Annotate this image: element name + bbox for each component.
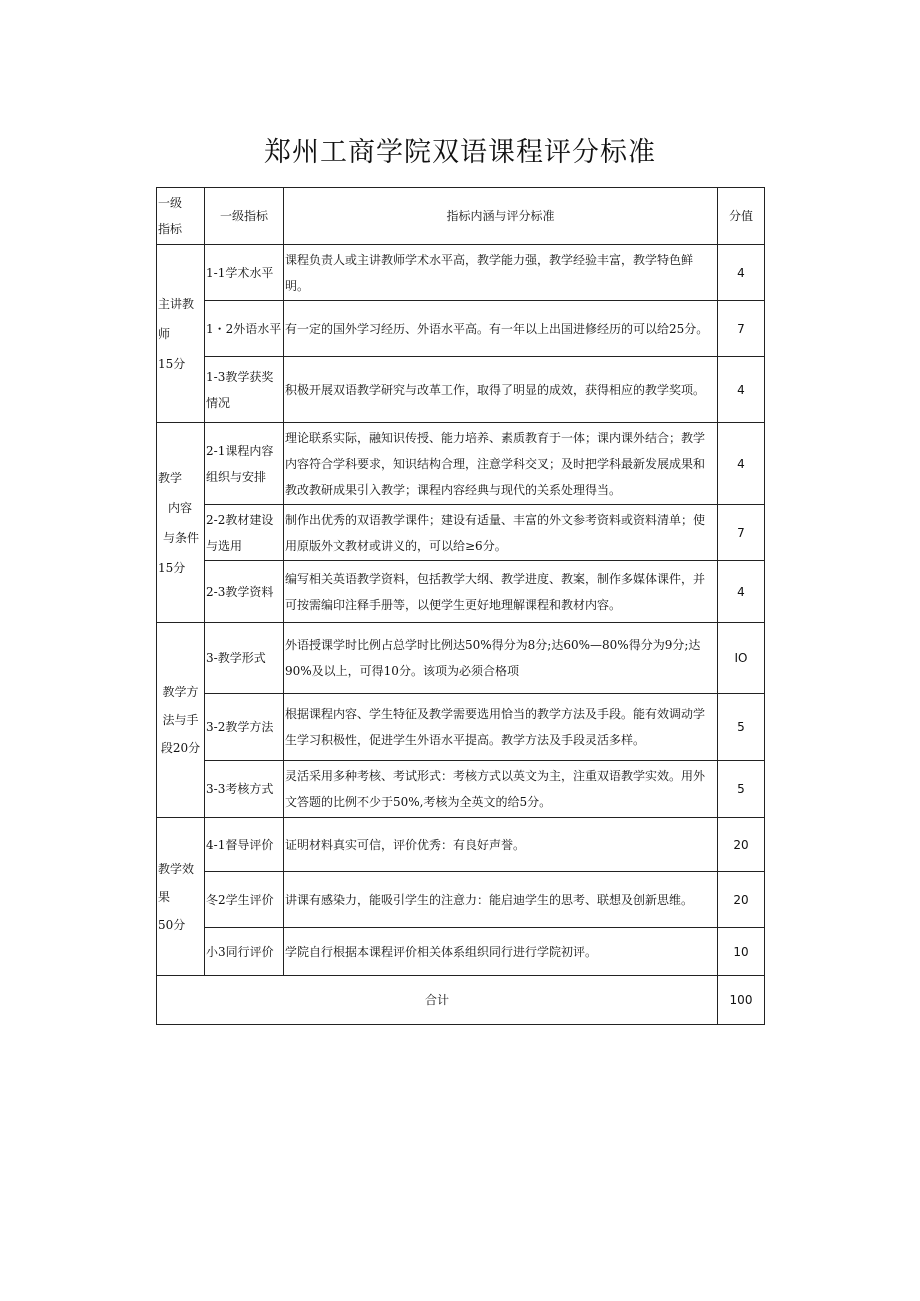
indicator-cell: 2-2教材建设与选用: [205, 505, 284, 561]
group-1-line-2: 师: [158, 326, 171, 341]
criteria-cell: 外语授课学时比例占总学时比例达50%得分为8分;达60%—80%得分为9分;达90%及以上，可得10分。该项为必须合格项: [284, 623, 718, 694]
table-row: [157, 872, 765, 928]
header-level2: 一级指标: [205, 188, 284, 245]
table-row: [157, 505, 765, 561]
header-row: [157, 188, 765, 245]
table-row: [157, 818, 765, 872]
indicator-cell: 1・2外语水平: [205, 301, 284, 357]
indicator-cell: 1-1学术水平: [205, 245, 284, 301]
criteria-cell: 理论联系实际，融知识传授、能力培养、素质教育于一体；课内课外结合；教学内容符合学科要求，知识结构合理，注意学科交叉；及时把学科最新发展成果和教改教研成果引入教学；课程内容经典与现代的关系处理得当。: [284, 423, 718, 505]
group-1-line-3: 15分: [158, 356, 186, 371]
indicator-cell: 1-3教学获奖情况: [205, 357, 284, 423]
header-criteria: 指标内涵与评分标准: [284, 188, 718, 245]
criteria-cell: 积极开展双语教学研究与改革工作，取得了明显的成效，获得相应的教学奖项。: [284, 357, 718, 423]
score-cell: 4: [718, 561, 765, 623]
group-3-label: [157, 623, 205, 818]
score-cell: 5: [718, 761, 765, 818]
indicator-cell: 冬2学生评价: [205, 872, 284, 928]
table-row: [157, 357, 765, 423]
table-row: [157, 423, 765, 505]
score-cell: 4: [718, 245, 765, 301]
group-4-line-1: 教学效: [158, 861, 195, 876]
table-row: [157, 561, 765, 623]
total-label: 合计: [157, 976, 718, 1025]
score-cell: 7: [718, 505, 765, 561]
total-row: [157, 976, 765, 1025]
table-row: [157, 301, 765, 357]
indicator-cell: 3-2教学方法: [205, 694, 284, 761]
indicator-cell: 3-教学形式: [205, 623, 284, 694]
table-row: [157, 245, 765, 301]
group-3-line-2: 法与手: [162, 713, 199, 727]
group-3-line-1: 教学方: [162, 685, 199, 699]
group-2-label: [157, 423, 205, 623]
table-row: [157, 694, 765, 761]
score-cell: 4: [718, 423, 765, 505]
group-4-line-2: 果: [158, 889, 171, 904]
group-2-line-4: 15分: [158, 560, 186, 575]
table-row: [157, 928, 765, 976]
criteria-cell: 课程负责人或主讲教师学术水平高，教学能力强，教学经验丰富，教学特色鲜明。: [284, 245, 718, 301]
header-level1-line1: 一级: [158, 196, 183, 210]
score-cell: 20: [718, 818, 765, 872]
group-2-line-2: 内容: [168, 500, 193, 515]
criteria-cell: 证明材料真实可信，评价优秀：有良好声誉。: [284, 818, 718, 872]
indicator-cell: 小3同行评价: [205, 928, 284, 976]
score-cell: IO: [718, 623, 765, 694]
group-2-line-3: 与条件: [163, 530, 200, 545]
criteria-cell: 根据课程内容、学生特征及教学需要选用恰当的教学方法及手段。能有效调动学生学习积极性，促进学生外语水平提高。教学方法及手段灵活多样。: [284, 694, 718, 761]
criteria-cell: 灵活采用多种考核、考试形式：考核方式以英文为主，注重双语教学实效。用外文答题的比例不少于50%,考核为全英文的给5分。: [284, 761, 718, 818]
indicator-cell: 3-3考核方式: [205, 761, 284, 818]
total-score: 100: [718, 976, 765, 1025]
header-level1: [157, 188, 205, 245]
group-2-line-1: 教学: [158, 470, 183, 485]
scoring-table: [156, 187, 765, 1025]
score-cell: 10: [718, 928, 765, 976]
group-3-line-3: 段20分: [160, 741, 201, 755]
table-row: [157, 761, 765, 818]
group-1-line-1: 主讲教: [158, 296, 195, 311]
indicator-cell: 4-1督导评价: [205, 818, 284, 872]
table-row: [157, 623, 765, 694]
indicator-cell: 2-1课程内容组织与安排: [205, 423, 284, 505]
header-score: 分值: [718, 188, 765, 245]
criteria-cell: 有一定的国外学习经历、外语水平高。有一年以上出国进修经历的可以给25分。: [284, 301, 718, 357]
group-1-label: [157, 245, 205, 423]
criteria-cell: 讲课有感染力，能吸引学生的注意力：能启迪学生的思考、联想及创新思维。: [284, 872, 718, 928]
group-4-line-3: 50分: [158, 917, 186, 932]
criteria-cell: 学院自行根据本课程评价相关体系组织同行进行学院初评。: [284, 928, 718, 976]
score-cell: 20: [718, 872, 765, 928]
score-cell: 5: [718, 694, 765, 761]
score-cell: 7: [718, 301, 765, 357]
group-4-label: [157, 818, 205, 976]
indicator-cell: 2-3教学资料: [205, 561, 284, 623]
header-level1-line2: 指标: [158, 222, 183, 236]
score-cell: 4: [718, 357, 765, 423]
page-title: 郑州工商学院双语课程评分标准: [264, 137, 656, 168]
criteria-cell: 编写相关英语教学资料，包括教学大纲、教学进度、教案，制作多媒体课件，并可按需编印注释手册等，以便学生更好地理解课程和教材内容。: [284, 561, 718, 623]
criteria-cell: 制作出优秀的双语教学课件；建设有适量、丰富的外文参考资料或资料清单；使用原版外文教材或讲义的，可以给≥6分。: [284, 505, 718, 561]
